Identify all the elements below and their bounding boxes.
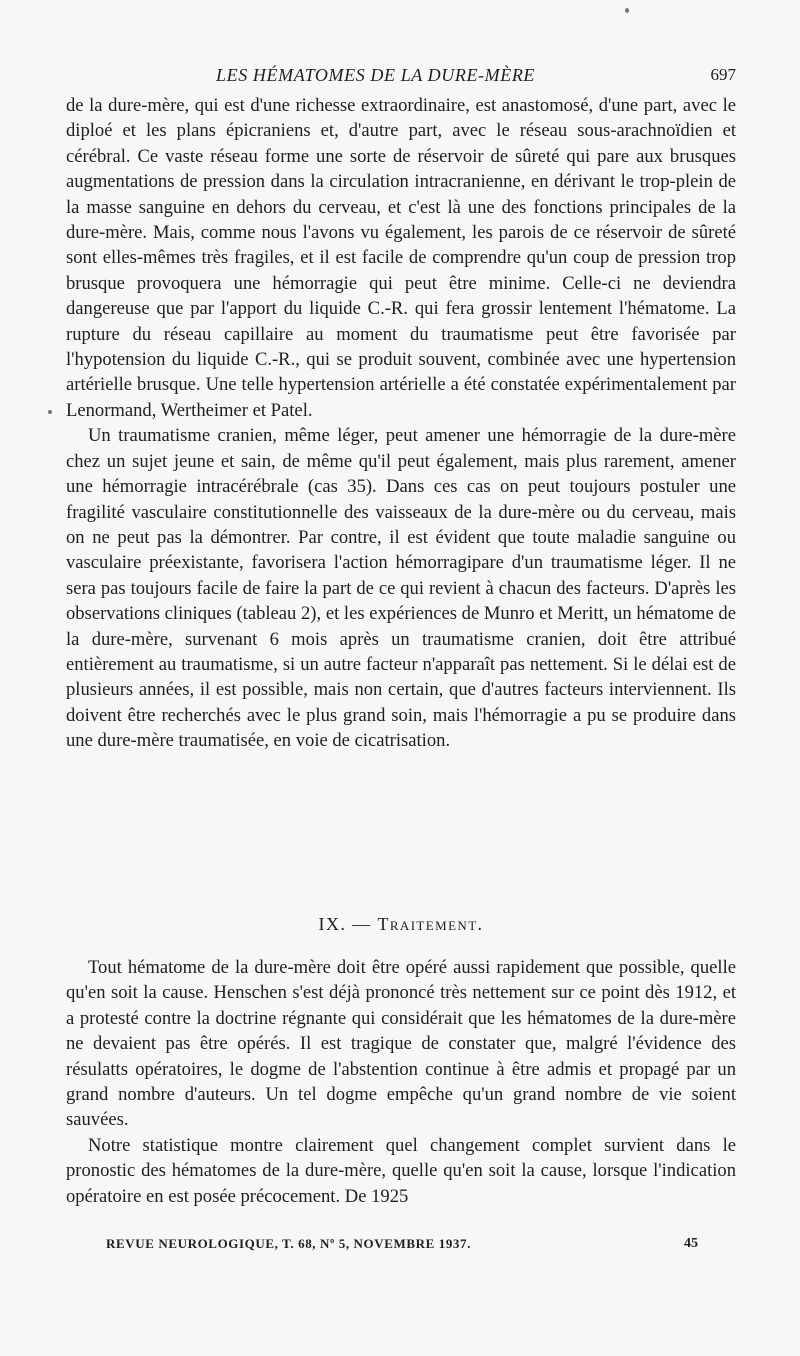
section-heading [66, 912, 736, 936]
page-number: 697 [710, 65, 736, 84]
journal-reference: REVUE NEUROLOGIQUE, T. 68, Nº 5, NOVEMBRE 1937. [106, 1236, 471, 1251]
paragraph-continued: de la dure-mère, qui est d'une richesse extraordinaire, est anastomosé, d'une part, avec le diploé et les plans épicraniens et, d'autre part, avec le réseau sous-arachnoïdien et cérébral. Ce vaste réseau forme une sorte de réservoir de sûreté qui pare aux brusques augmentations de pression dans la circulation intracranienne, en dérivant le trop-plein de la masse sanguine en dehors du cerveau, et c'est là une des fonctions principales de la dure-mère. Mais, comme nous l'avons vu également, les parois de ce réservoir de sûreté sont elles-mêmes très fragiles, et il est facile de comprendre qu'un coup de pression trop brusque provoquera une hémorragie qui peut être minime. Celle-ci ne deviendra dangereuse que par l'apport du liquide C.-R. qui fera grossir lentement l'hématome. La rupture du réseau capillaire au moment du traumatisme peut être favorisée par l'hypotension du liquide C.-R., qui se produit souvent, combinée avec une hypertension artérielle brusque. Une telle hypertension artérielle a été constatée expérimentalement par Lenormand, Wertheimer et Patel. [66, 95, 736, 421]
section-number: IX. — [318, 914, 372, 934]
body-text-section-2 [66, 955, 736, 1209]
paragraph-trauma: Un traumatisme cranien, même léger, peut amener une hémorragie de la dure-mère chez un sujet jeune et sain, de même qu'il peut également, mais plus rarement, amener une hémorragie intracérébrale (cas 35). Dans ces cas on peut toujours postuler une fragilité vasculaire constitutionnelle des vaisseaux de la dure-mère ou du cerveau, mais on ne peut pas la démontrer. Par contre, il est évident que toute maladie sanguine ou vasculaire préexistante, favorisera l'action hémorragipare d'un traumatisme léger. Il ne sera pas toujours facile de faire la part de ce qui revient à chacun des facteurs. D'après les observations cliniques (tableau 2), et les expériences de Munro et Meritt, un hématome de la dure-mère, survenant 6 mois après un traumatisme cranien, doit être attribué entièrement au traumatisme, si un autre facteur n'apparaît pas nettement. Si le délai est de plusieurs années, il est possible, mais non certain, que d'autres facteurs interviennent. Ils doivent être recherchés avec le plus grand soin, mais l'hémorragie a pu se produire dans une dure-mère traumatisée, en voie de cicatrisation. [66, 425, 736, 752]
running-title: LES HÉMATOMES DE LA DURE-MÈRE [216, 65, 536, 85]
scan-speck [625, 8, 629, 13]
body-text-section-1 [66, 93, 736, 754]
paragraph-statistics: Notre statistique montre clairement quel changement complet survient dans le pronostic des hématomes de la dure-mère, quelle qu'en soit la cause, lorsque l'indication opératoire en est posée précocement. De 1925 [66, 1134, 736, 1207]
sheet-number: 45 [684, 1236, 698, 1251]
running-header [66, 63, 736, 87]
scan-speck [48, 410, 52, 414]
paragraph-treatment: Tout hématome de la dure-mère doit être opéré aussi rapidement que possible, quelle qu'en soit la cause. Henschen s'est déjà prononcé très nettement sur ce point dès 1912, et a protesté contre la doctrine régnante qui considérait que les hématomes de la dure-mère ne devaient pas être opérés. Il est tragique de constater que, malgré l'évidence des résulatts opératoires, le dogme de l'abstention continue à être admis et propagé par un grand nombre d'auteurs. Un tel dogme empêche qu'un grand nombre de vie soient sauvées. [66, 957, 736, 1131]
page-footer [106, 1233, 698, 1255]
section-title: Traitement. [377, 914, 484, 934]
